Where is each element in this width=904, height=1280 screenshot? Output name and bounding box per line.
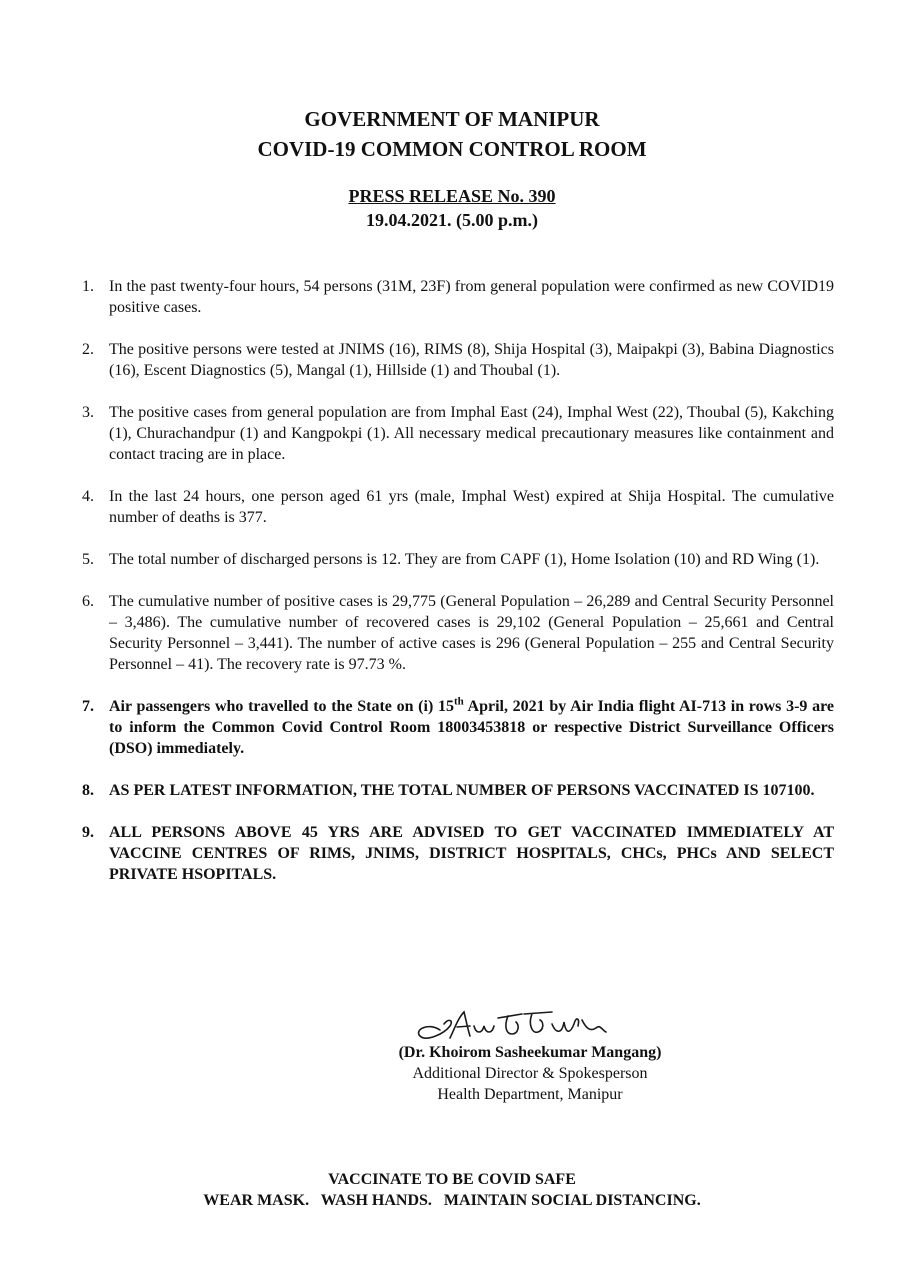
footer-line-1: VACCINATE TO BE COVID SAFE: [328, 1171, 576, 1188]
item-number: 3.: [82, 404, 94, 421]
list-item-vaccination-advice: [82, 822, 834, 885]
signatory-title: Additional Director & Spokesperson: [412, 1065, 648, 1082]
item-number: 1.: [82, 278, 94, 295]
item-text: The cumulative number of positive cases is 29,775 (General Population – 26,289 and Central Security Personnel – 3,486). The cumulative number of recovered cases is 29,102 (General Population – 25,661 and Central Security Personnel – 3,441). The number of active cases is 296 (General Population – 255 and Central Security Personnel – 41). The recovery rate is 97.73 %.: [109, 593, 834, 673]
header-government: GOVERNMENT OF MANIPUR: [304, 107, 600, 131]
item-number: 5.: [82, 551, 94, 568]
list-item: [82, 591, 834, 675]
item-text: In the past twenty-four hours, 54 persons (31M, 23F) from general population were confirmed as new COVID19 positive cases.: [109, 278, 834, 316]
item-number: 7.: [82, 698, 94, 715]
signatory-department: Health Department, Manipur: [437, 1086, 623, 1103]
list-item: [82, 402, 834, 465]
item-text-post: April, 2021 by Air India flight AI-713 in rows 3-9 are to inform the Common Covid Control Room 18003453818 or respective District Surveillance Officers (DSO) immediately.: [109, 698, 835, 757]
item-number: 9.: [82, 824, 94, 841]
item-text-sup: th: [453, 695, 464, 708]
footer-slogan: [0, 1169, 904, 1211]
press-release-items: [82, 276, 834, 906]
document-header: [0, 104, 904, 164]
handwritten-signature: [410, 1000, 630, 1046]
press-release-block: [0, 184, 904, 232]
header-control-room: COVID-19 COMMON CONTROL ROOM: [257, 137, 647, 161]
list-item: [82, 549, 834, 570]
list-item: [82, 276, 834, 318]
item-text: ALL PERSONS ABOVE 45 YRS ARE ADVISED TO GET VACCINATED IMMEDIATELY AT VACCINE CENTRES OF RIMS, JNIMS, DISTRICT HOSPITALS, CHCs, PHCs AND SELECT PRIVATE HSOPITALS.: [109, 824, 834, 883]
item-text-pre: Air passengers who travelled to the State on (i) 15: [109, 698, 454, 715]
press-release-date: 19.04.2021. (5.00 p.m.): [366, 210, 538, 230]
item-text: The total number of discharged persons is 12. They are from CAPF (1), Home Isolation (10) and RD Wing (1).: [109, 551, 820, 568]
footer-line-2: WEAR MASK. WASH HANDS. MAINTAIN SOCIAL DISTANCING.: [203, 1192, 701, 1209]
signatory-name: (Dr. Khoirom Sasheekumar Mangang): [398, 1044, 662, 1061]
item-text: The positive cases from general population are from Imphal East (24), Imphal West (22), Thoubal (5), Kakching (1), Churachandpur (1) and Kangpokpi (1). All necessary medical precautionary measures like containment and contact tracing are in place.: [109, 404, 834, 463]
list-item-vaccinated-total: [82, 780, 834, 801]
item-number: 8.: [82, 782, 94, 799]
press-release-number: PRESS RELEASE No. 390: [348, 186, 556, 206]
item-text: In the last 24 hours, one person aged 61 yrs (male, Imphal West) expired at Shija Hospital. The cumulative number of deaths is 377.: [109, 488, 834, 526]
signatory-block: [370, 1042, 690, 1105]
item-text: AS PER LATEST INFORMATION, THE TOTAL NUMBER OF PERSONS VACCINATED IS 107100.: [109, 782, 815, 799]
list-item: [82, 486, 834, 528]
list-item-air-passengers: [82, 696, 834, 759]
item-number: 4.: [82, 488, 94, 505]
list-item: [82, 339, 834, 381]
item-number: 2.: [82, 341, 94, 358]
item-number: 6.: [82, 593, 94, 610]
item-text: The positive persons were tested at JNIMS (16), RIMS (8), Shija Hospital (3), Maipakpi (3), Babina Diagnostics (16), Escent Diagnostics (5), Mangal (1), Hillside (1) and Thoubal (1).: [109, 341, 834, 379]
